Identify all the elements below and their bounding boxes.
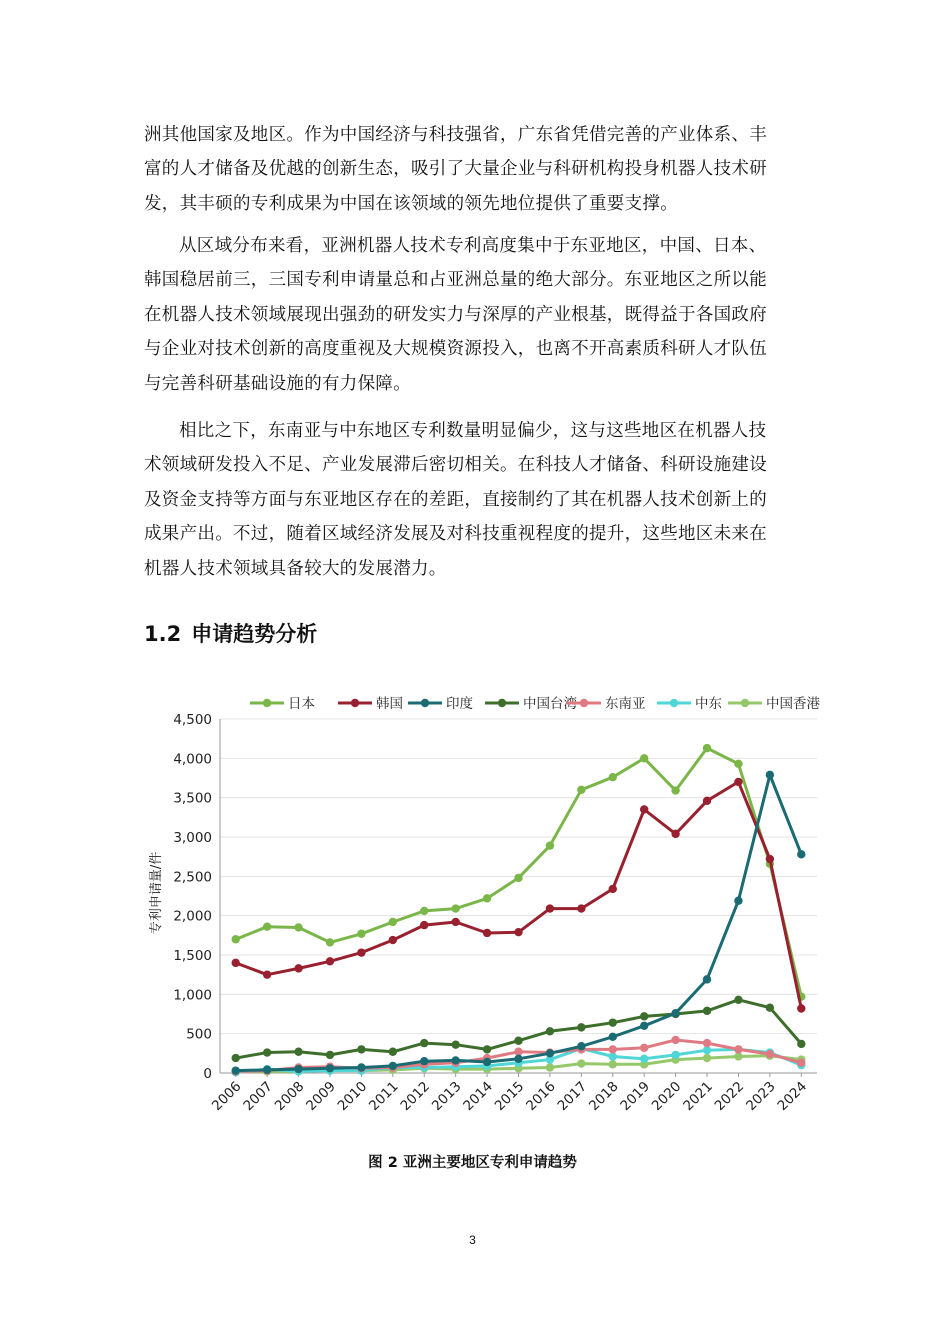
legend-label: 日本 bbox=[288, 696, 315, 712]
x-tick-label: 2018 bbox=[585, 1078, 622, 1115]
section-title: 申请趋势分析 bbox=[191, 622, 318, 646]
legend-swatch-marker bbox=[670, 699, 678, 707]
data-point bbox=[640, 805, 648, 813]
y-tick-label: 500 bbox=[186, 1026, 212, 1043]
data-point bbox=[734, 778, 742, 786]
series-line bbox=[236, 775, 802, 1071]
paragraph-line: 与企业对技术创新的高度重视及大规模资源投入，也离不开高素质科研人才队伍 bbox=[144, 339, 767, 360]
data-point bbox=[703, 1039, 711, 1047]
data-point bbox=[357, 1063, 365, 1071]
y-tick-label: 2,000 bbox=[173, 908, 212, 925]
page-number: 3 bbox=[469, 1233, 476, 1247]
y-tick-label: 2,500 bbox=[173, 869, 212, 886]
figure-caption: 图 2 亚洲主要地区专利申请趋势 bbox=[368, 1155, 577, 1171]
data-point bbox=[703, 1054, 711, 1062]
data-point bbox=[326, 938, 334, 946]
data-point bbox=[671, 786, 679, 794]
data-point bbox=[546, 1063, 554, 1071]
data-point bbox=[671, 830, 679, 838]
paragraph-2 bbox=[144, 229, 808, 401]
legend-label: 中国台湾 bbox=[523, 696, 577, 712]
paragraph-line: 韩国稳居前三，三国专利申请量总和占亚洲总量的绝大部分。东亚地区之所以能 bbox=[144, 270, 767, 291]
paragraph-line: 术领域研发投入不足、产业发展滞后密切相关。在科技人才储备、科研设施建设 bbox=[144, 455, 767, 476]
x-tick-label: 2010 bbox=[334, 1078, 371, 1115]
data-point bbox=[577, 904, 585, 912]
data-point bbox=[420, 907, 428, 915]
data-point bbox=[609, 1045, 617, 1053]
x-tick-label: 2024 bbox=[774, 1078, 811, 1115]
series-line bbox=[236, 782, 802, 1009]
data-point bbox=[483, 929, 491, 937]
data-point bbox=[357, 930, 365, 938]
data-point bbox=[577, 1059, 585, 1067]
data-point bbox=[451, 1056, 459, 1064]
y-tick-label: 0 bbox=[203, 1066, 212, 1082]
data-point bbox=[640, 1012, 648, 1020]
legend-label: 中东 bbox=[695, 696, 722, 712]
data-point bbox=[671, 1051, 679, 1059]
x-tick-label: 2008 bbox=[271, 1078, 308, 1115]
data-point bbox=[232, 1054, 240, 1062]
data-point bbox=[766, 855, 774, 863]
data-point bbox=[703, 744, 711, 752]
data-point bbox=[514, 1037, 522, 1045]
data-point bbox=[640, 1022, 648, 1030]
legend-label: 韩国 bbox=[376, 696, 403, 712]
data-point bbox=[263, 922, 271, 930]
x-tick-label: 2014 bbox=[460, 1078, 496, 1115]
x-tick-label: 2021 bbox=[680, 1078, 716, 1115]
paragraph-line: 富的人才储备及优越的创新生态，吸引了大量企业与科研机构投身机器人技术研 bbox=[144, 159, 767, 180]
data-point bbox=[609, 1018, 617, 1026]
data-point bbox=[640, 1055, 648, 1063]
data-point bbox=[577, 1042, 585, 1050]
data-point bbox=[609, 885, 617, 893]
data-point bbox=[734, 1045, 742, 1053]
data-point bbox=[640, 754, 648, 762]
data-point bbox=[420, 921, 428, 929]
data-point bbox=[294, 964, 302, 972]
y-tick-label: 1,500 bbox=[173, 948, 212, 964]
data-point bbox=[294, 1048, 302, 1056]
paragraph-1 bbox=[144, 118, 808, 221]
y-tick-label: 3,000 bbox=[173, 830, 212, 846]
data-point bbox=[546, 1049, 554, 1057]
data-point bbox=[797, 850, 805, 858]
paragraph-line: 从区域分布来看，亚洲机器人技术专利高度集中于东亚地区，中国、日本、 bbox=[179, 236, 767, 256]
x-tick-label: 2020 bbox=[648, 1078, 685, 1115]
legend-swatch-marker bbox=[421, 699, 429, 707]
legend-swatch-marker bbox=[351, 699, 359, 707]
data-point bbox=[766, 1004, 774, 1012]
data-point bbox=[514, 928, 522, 936]
paragraph-line: 机器人技术领域具备较大的发展潜力。 bbox=[144, 558, 447, 579]
paragraph-3 bbox=[144, 414, 808, 586]
data-point bbox=[483, 1058, 491, 1066]
paragraph-line: 相比之下，东南亚与中东地区专利数量明显偏少，这与这些地区在机器人技 bbox=[179, 421, 767, 441]
data-point bbox=[671, 1009, 679, 1017]
data-point bbox=[609, 773, 617, 781]
x-tick-label: 2019 bbox=[617, 1078, 654, 1115]
data-point bbox=[483, 894, 491, 902]
data-point bbox=[577, 786, 585, 794]
paragraph-line: 在机器人技术领域展现出强劲的研发实力与深厚的产业根基，既得益于各国政府 bbox=[144, 304, 767, 325]
data-point bbox=[797, 1040, 805, 1048]
data-point bbox=[389, 1062, 397, 1070]
paragraph-line: 洲其他国家及地区。作为中国经济与科技强省，广东省凭借完善的产业体系、丰 bbox=[144, 125, 767, 145]
x-tick-label: 2011 bbox=[366, 1078, 402, 1115]
data-point bbox=[640, 1044, 648, 1052]
data-point bbox=[357, 948, 365, 956]
data-point bbox=[263, 970, 271, 978]
data-point bbox=[514, 874, 522, 882]
data-point bbox=[703, 975, 711, 983]
data-point bbox=[546, 1027, 554, 1035]
y-axis-label: 专利申请量/件 bbox=[149, 851, 164, 935]
data-point bbox=[703, 1007, 711, 1015]
data-point bbox=[420, 1039, 428, 1047]
data-point bbox=[766, 1050, 774, 1058]
data-point bbox=[797, 1004, 805, 1012]
data-point bbox=[483, 1045, 491, 1053]
data-point bbox=[263, 1066, 271, 1074]
data-point bbox=[263, 1048, 271, 1056]
data-point bbox=[326, 1064, 334, 1072]
data-point bbox=[766, 771, 774, 779]
legend-label: 东南亚 bbox=[605, 696, 646, 712]
data-point bbox=[546, 841, 554, 849]
data-point bbox=[357, 1045, 365, 1053]
data-point bbox=[451, 918, 459, 926]
data-point bbox=[232, 935, 240, 943]
section-number: 1.2 bbox=[144, 622, 182, 646]
data-point bbox=[326, 1051, 334, 1059]
x-tick-label: 2023 bbox=[743, 1078, 779, 1115]
y-tick-label: 4,000 bbox=[173, 751, 212, 768]
legend-swatch-marker bbox=[263, 699, 271, 707]
data-point bbox=[451, 1040, 459, 1048]
data-point bbox=[451, 904, 459, 912]
data-point bbox=[546, 904, 554, 912]
legend-swatch-marker bbox=[498, 699, 506, 707]
data-point bbox=[609, 1060, 617, 1068]
data-point bbox=[294, 923, 302, 931]
y-tick-label: 3,500 bbox=[173, 790, 212, 807]
x-tick-label: 2015 bbox=[491, 1078, 528, 1115]
y-tick-label: 4,500 bbox=[173, 712, 212, 728]
x-tick-label: 2006 bbox=[208, 1078, 245, 1115]
x-tick-label: 2016 bbox=[523, 1078, 559, 1115]
x-tick-label: 2017 bbox=[554, 1078, 591, 1115]
data-point bbox=[734, 760, 742, 768]
data-point bbox=[514, 1055, 522, 1063]
data-point bbox=[577, 1023, 585, 1031]
data-point bbox=[420, 1057, 428, 1065]
data-point bbox=[734, 897, 742, 905]
data-point bbox=[609, 1033, 617, 1041]
data-point bbox=[389, 1048, 397, 1056]
data-point bbox=[671, 1036, 679, 1044]
x-tick-label: 2013 bbox=[428, 1078, 465, 1115]
y-tick-label: 1,000 bbox=[173, 987, 212, 1004]
legend-swatch-marker bbox=[741, 699, 749, 707]
data-point bbox=[294, 1065, 302, 1073]
data-point bbox=[389, 918, 397, 926]
data-point bbox=[326, 957, 334, 965]
data-point bbox=[232, 1066, 240, 1074]
data-point bbox=[703, 797, 711, 805]
legend-label: 印度 bbox=[446, 696, 473, 712]
paragraph-line: 与完善科研基础设施的有力保障。 bbox=[144, 373, 411, 394]
paragraph-line: 发，其丰硕的专利成果为中国在该领域的领先地位提供了重要支撑。 bbox=[144, 193, 678, 214]
legend-swatch-marker bbox=[580, 699, 588, 707]
data-point bbox=[797, 1059, 805, 1067]
legend-label: 中国香港 bbox=[766, 696, 820, 712]
x-tick-label: 2012 bbox=[397, 1078, 434, 1115]
section-heading bbox=[144, 618, 317, 648]
x-tick-label: 2022 bbox=[711, 1078, 748, 1115]
line-chart bbox=[140, 680, 830, 1138]
data-point bbox=[734, 996, 742, 1004]
paragraph-line: 成果产出。不过，随着区域经济发展及对科技重视程度的提升，这些地区未来在 bbox=[144, 524, 767, 545]
data-point bbox=[232, 959, 240, 967]
paragraph-line: 及资金支持等方面与东亚地区存在的差距，直接制约了其在机器人技术创新上的 bbox=[144, 489, 767, 510]
x-tick-label: 2009 bbox=[303, 1078, 339, 1115]
data-point bbox=[389, 936, 397, 944]
x-tick-label: 2007 bbox=[240, 1078, 276, 1115]
